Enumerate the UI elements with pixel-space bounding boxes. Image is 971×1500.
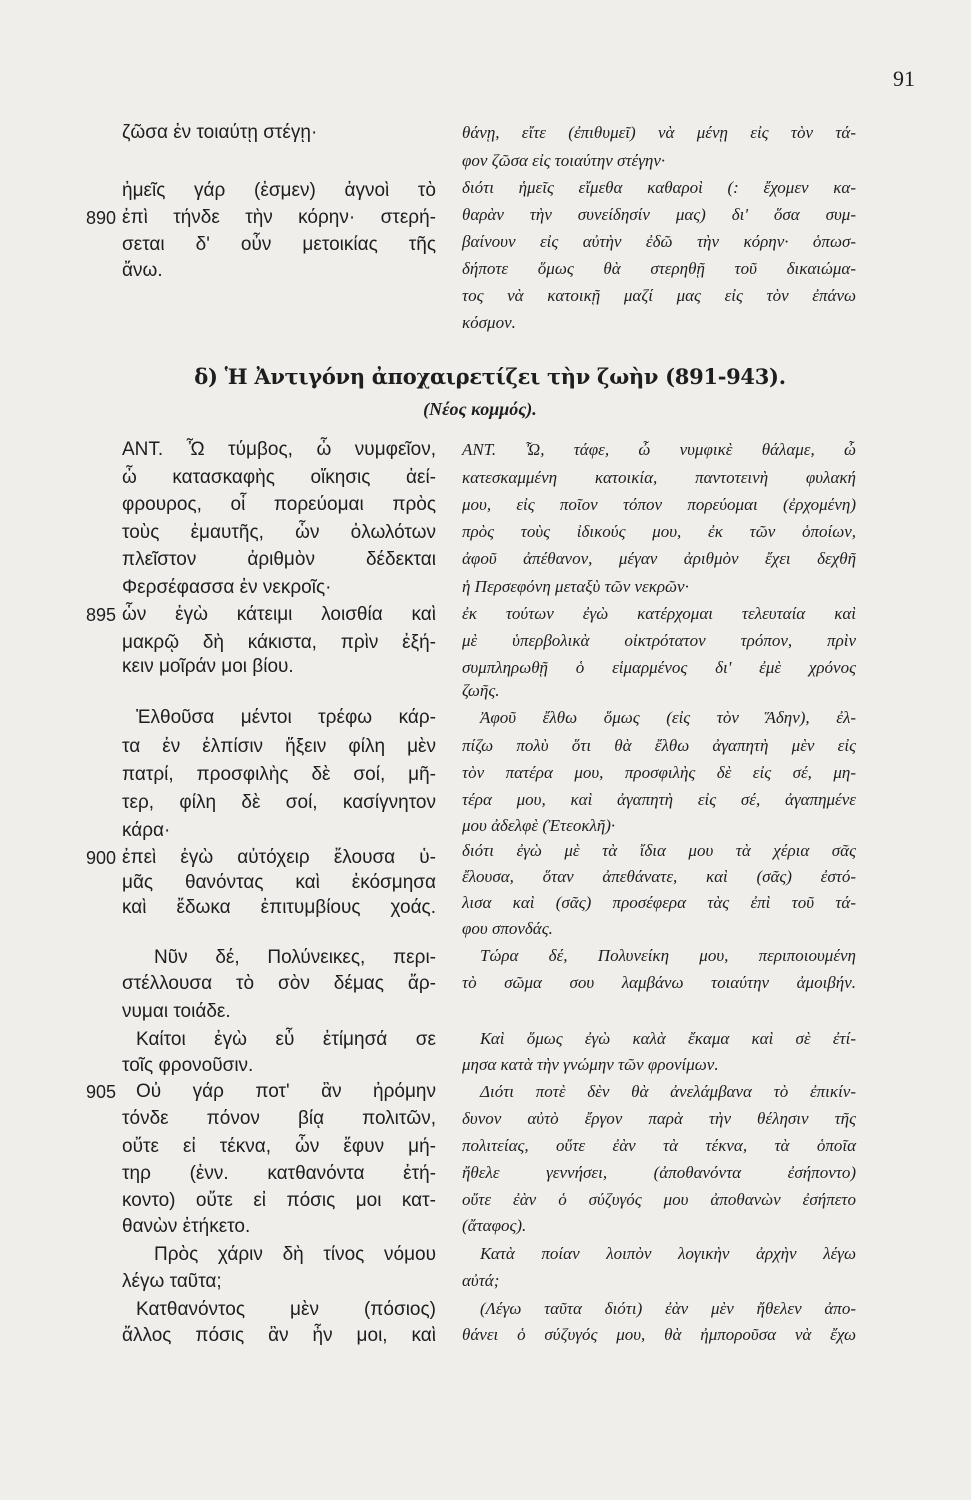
translation-line: μὲ ὑπερβολικὰ οἰκτρότατον τρόπον, πρὶν <box>462 631 856 650</box>
verse-line: Καίτοι ἐγὼ εὖ ἐτίμησά σε <box>136 1029 436 1050</box>
verse-line: τόνδε πόνον βίᾳ πολιτῶν, <box>122 1108 436 1129</box>
verse-line: ἄνω. <box>122 260 163 281</box>
verse-line: ἐπεὶ ἐγὼ αὐτόχειρ ἔλουσα ὑ- <box>122 847 436 868</box>
translation-line: πρὸς τοὺς ἰδικούς μου, ἐκ τῶν ὁποίων, <box>462 522 856 541</box>
translation-line: πίζω πολὺ ὅτι θὰ ἔλθω ἀγαπητὴ μὲν εἰς <box>462 736 856 755</box>
line-number: 890 <box>86 208 117 228</box>
verse-line: Πρὸς χάριν δὴ τίνος νόμου <box>154 1244 436 1265</box>
translation-line: πολιτείας, οὔτε ἐὰν τὰ τέκνα, τὰ ὁποῖα <box>462 1136 856 1155</box>
translation-line: φου σπονδάς. <box>462 919 553 938</box>
translation-line: ἡ Περσεφόνη μεταξὺ τῶν νεκρῶν· <box>462 577 689 596</box>
translation-line: Κατὰ ποίαν λοιπὸν λογικὴν ἀρχὴν λέγω <box>480 1244 856 1263</box>
translation-line: διότι ἡμεῖς εἴμεθα καθαροὶ (: ἔχομεν κα- <box>462 178 856 197</box>
verse-line: Ἐλθοῦσα μέντοι τρέφω κάρ- <box>136 707 436 728</box>
verse-line: Κατθανόντος μὲν (πόσιος) <box>136 1299 436 1320</box>
line-number: 900 <box>86 848 117 868</box>
section-heading: δ) Ἡ Ἀντιγόνη ἀποχαιρετίζει τὴν ζωὴν (891-943). <box>194 364 786 389</box>
translation-line: Ἀφοῦ ἔλθω ὅμως (εἰς τὸν Ἅδην), ἐλ- <box>480 708 856 727</box>
verse-line: τα ἐν ἐλπίσιν ἥξειν φίλη μὲν <box>122 736 436 757</box>
verse-line: στέλλουσα τὸ σὸν δέμας ἄρ- <box>122 973 436 994</box>
translation-line: συμπληρωθῇ ὁ εἱμαρμένος δι' ἐμὲ χρόνος <box>462 658 856 677</box>
translation-line: μου, εἰς ποῖον τόπον πορεύομαι (ἐρχομένη) <box>462 495 856 514</box>
verse-line: Νῦν δέ, Πολύνεικες, περι- <box>154 947 436 968</box>
page-number: 91 <box>893 66 915 91</box>
translation-line: τέρα μου, καὶ ἀγαπητὴ εἰς σέ, ἀγαπημένε <box>462 790 856 809</box>
translation-line: ἀφοῦ ἀπέθανον, μέγαν ἀριθμὸν ἔχει δεχθῆ <box>462 549 856 568</box>
verse-line: ζῶσα ἐν τοιαύτῃ στέγῃ· <box>122 122 318 143</box>
translation-line: ζωῆς. <box>462 681 500 700</box>
translation-line: κατεσκαμμένη κατοικία, παντοτεινὴ φυλακή <box>462 468 856 487</box>
verse-line: ὦ κατασκαφὴς οἴκησις ἀεί- <box>122 467 436 488</box>
verse-line: τοῖς φρονοῦσιν. <box>122 1055 254 1076</box>
translation-line: (ἄταφος). <box>462 1216 527 1235</box>
translation-line: ἔλουσα, ὅταν ἀπεθάνατε, καὶ (σᾶς) ἐστό- <box>462 867 856 886</box>
verse-line: Φερσέφασσα ἐν νεκροῖς· <box>122 577 332 598</box>
verse-line: πλεῖστον ἀριθμὸν δέδεκται <box>122 549 436 570</box>
verse-line: ΑΝΤ. Ὦ τύμβος, ὦ νυμφεῖον, <box>122 439 436 460</box>
verse-line: πατρί, προσφιλὴς δὲ σοί, μῆ- <box>122 764 436 785</box>
translation-line: οὔτε ἐὰν ὁ σύζυγός μου ἀποθανὼν ἐσήπετο <box>462 1190 856 1209</box>
verse-line: Οὐ γάρ ποτ' ἂν ἠρόμην <box>136 1081 436 1102</box>
translation-line: θάνῃ, εἴτε (ἐπιθυμεῖ) νὰ μένῃ εἰς τὸν τά- <box>462 123 856 142</box>
translation-line: διότι ἐγὼ μὲ τὰ ἴδια μου τὰ χέρια σᾶς <box>462 841 856 860</box>
verse-line: οὔτε εἰ τέκνα, ὧν ἔφυν μή- <box>122 1136 436 1157</box>
verse-line: κοντο) οὔτε εἰ πόσις μοι κατ- <box>122 1190 436 1211</box>
translation-line: δυνον αὐτὸ ἔργον παρὰ τὴν θέλησιν τῆς <box>462 1109 856 1128</box>
translation-line: βαίνουν εἰς αὐτὴν ἐδῶ τὴν κόρην· ὁπωσ- <box>462 232 856 251</box>
verse-line: ἡμεῖς γάρ (ἐσμεν) ἁγνοὶ τὸ <box>122 180 436 201</box>
verse-line: κειν μοῖράν μοι βίου. <box>122 656 294 677</box>
translation-line: θαρὰν τὴν συνείδησίν μας) δι' ὅσα συμ- <box>462 205 856 224</box>
translation-line: μου ἀδελφὲ (Ἐτεοκλῆ)· <box>462 816 616 835</box>
translation-line: κόσμον. <box>462 313 516 332</box>
verse-line: ὧν ἐγὼ κάτειμι λοισθία καὶ <box>122 604 436 625</box>
translation-line: λισα καὶ (σᾶς) προσέφερα τὰς ἐπὶ τοῦ τά- <box>462 893 856 912</box>
translation-line: τὸ σῶμα σου λαμβάνω τοιαύτην ἀμοιβήν. <box>462 973 856 992</box>
verse-line: θανὼν ἐτήκετο. <box>122 1216 251 1237</box>
translation-line: δήποτε ὅμως θὰ στερηθῇ τοῦ δικαιώμα- <box>462 259 856 278</box>
translation-line: (Λέγω ταῦτα διότι) ἐὰν μὲν ἤθελεν ἀπο- <box>480 1299 856 1318</box>
verse-line: φρουρος, οἷ πορεύομαι πρὸς <box>122 494 436 515</box>
translation-line: Τώρα δέ, Πολυνείκη μου, περιποιουμένη <box>480 946 856 965</box>
translation-line: Διότι ποτὲ δὲν θὰ ἀνελάμβανα τὸ ἐπικίν- <box>480 1082 856 1101</box>
translation-line: Καὶ ὅμως ἐγὼ καλὰ ἔκαμα καὶ σὲ ἐτί- <box>480 1029 856 1048</box>
verse-line: μακρῷ δὴ κάκιστα, πρὶν ἐξή- <box>122 632 436 653</box>
verse-line: καὶ ἔδωκα ἐπιτυμβίους χοάς. <box>122 897 436 918</box>
verse-line: τοὺς ἐμαυτῆς, ὧν ὀλωλότων <box>122 522 436 543</box>
verse-line: μᾶς θανόντας καὶ ἐκόσμησα <box>122 872 436 893</box>
verse-line: ἐπὶ τήνδε τὴν κόρην· στερή- <box>122 207 436 228</box>
line-number: 895 <box>86 605 117 625</box>
verse-line: τηρ (ἐνν. κατθανόντα ἐτή- <box>122 1163 436 1184</box>
translation-line: ΑΝΤ. Ὦ, τάφε, ὦ νυμφικὲ θάλαμε, ὦ <box>462 440 856 459</box>
verse-line: νυμαι τοιάδε. <box>122 1001 231 1022</box>
line-number: 905 <box>86 1082 117 1102</box>
section-subtitle: (Νέος κομμός). <box>423 399 537 419</box>
translation-line: ἤθελε γεννήσει, (ἀποθανόντα ἐσήποντο) <box>462 1163 856 1182</box>
translation-line: αὐτά; <box>462 1271 500 1290</box>
translation-line: ἐκ τούτων ἐγὼ κατέρχομαι τελευταία καὶ <box>462 604 856 623</box>
translation-line: φον ζῶσα εἰς τοιαύτην στέγην· <box>462 151 666 170</box>
translation-line: τὸν πατέρα μου, προσφιλὴς δὲ εἰς σέ, μη- <box>462 763 856 782</box>
verse-line: ἄλλος πόσις ἂν ἦν μοι, καὶ <box>122 1325 436 1346</box>
verse-line: κάρα· <box>122 820 171 841</box>
verse-line: λέγω ταῦτα; <box>122 1271 222 1292</box>
translation-line: τος νὰ κατοικῇ μαζί μας εἰς τὸν ἐπάνω <box>462 286 856 305</box>
verse-line: τερ, φίλη δὲ σοί, κασίγνητον <box>122 792 436 813</box>
translation-line: μησα κατὰ τὴν γνώμην τῶν φρονίμων. <box>462 1055 719 1074</box>
translation-line: θάνει ὁ σύζυγός μου, θὰ ἠμποροῦσα νὰ ἔχω <box>462 1325 856 1344</box>
verse-line: σεται δ' οὖν μετοικίας τῆς <box>122 234 436 255</box>
